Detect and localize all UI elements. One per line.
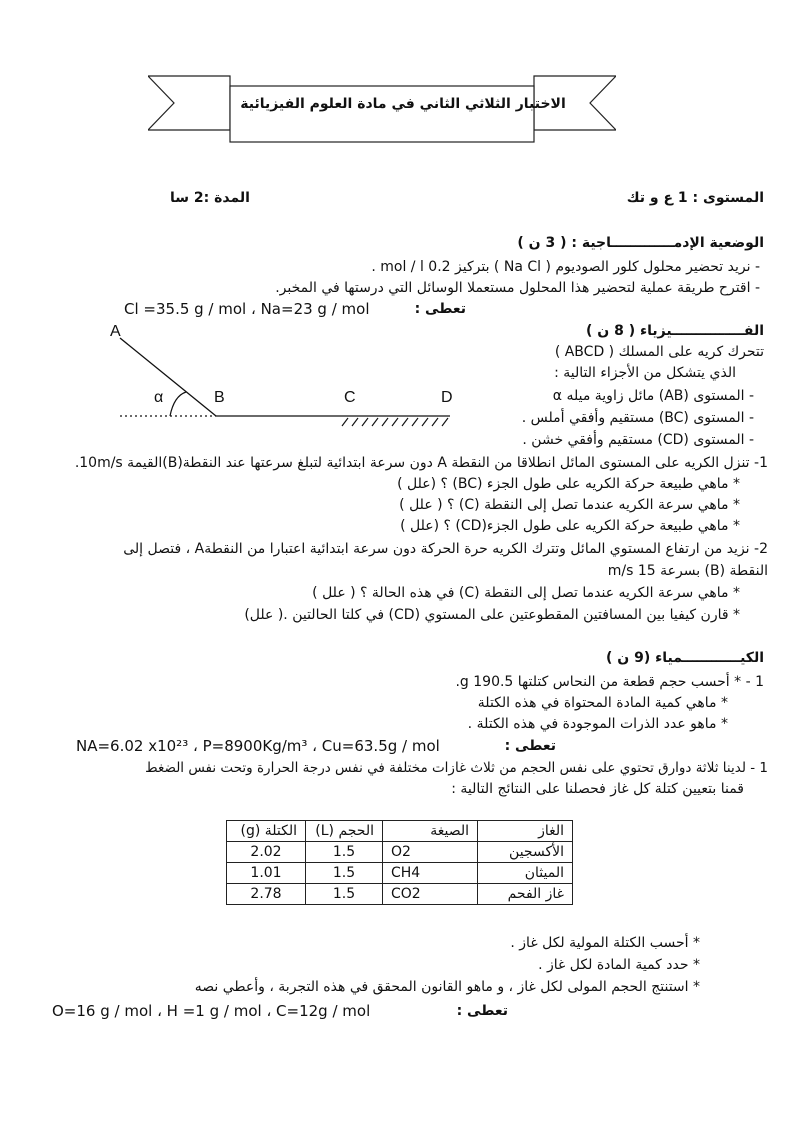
table-row: [227, 863, 573, 884]
physics-q2b: * قارن كيفيا بين المسافتين المقطوعتين على المستوي (CD) في كلتا الحالتين .( علل): [244, 607, 740, 623]
physics-intro-1: تتحرك كريه على المسلك ( ABCD ): [554, 344, 764, 360]
physics-q1: 1- تنزل الكريه على المستوى المائل انطلاقا من النقطة A دون سرعة ابتدائية لتبلغ سرعتها عند النقطة(B)القيمة 10m/s.: [74, 455, 768, 471]
gas-mass: 2.02: [227, 842, 306, 863]
chemistry-heading: الكيــــــــــــمياء (9 ن ): [606, 650, 764, 666]
gas-formula: CO2: [383, 884, 478, 905]
part-ab: - المستوى (AB) مائل زاوية ميله α: [552, 388, 754, 404]
chemistry-given1-values: NA=6.02 x10²³ ، P=8900Kg/m³ ، Cu=63.5g / mol: [76, 737, 440, 755]
physics-intro-2: الذي يتشكل من الأجزاء التالية :: [554, 365, 736, 381]
track-diagram: [108, 316, 478, 436]
header-gas: الغاز: [478, 821, 573, 842]
incline-ab: [120, 338, 216, 416]
chemistry-task-1: * أحسب الكتلة المولية لكل غاز .: [510, 935, 700, 951]
chemistry-given2-label: تعطى :: [456, 1003, 508, 1019]
integration-given-values: Cl =35.5 g / mol ، Na=23 g / mol: [124, 300, 370, 318]
physics-q1a: * ماهي طبيعة حركة الكريه على طول الجزء (BC) ؟ (علل ): [397, 476, 740, 492]
header-mass: الكتلة (g): [227, 821, 306, 842]
physics-q2-line2: النقطة (B) بسرعة 15 m/s: [607, 563, 768, 579]
gas-results-table: [226, 820, 573, 905]
chemistry-q2-line2: قمنا بتعيين كتلة كل غاز فحصلنا على النتائج التالية :: [451, 781, 744, 797]
chemistry-q1b: * ماهو عدد الذرات الموجودة في هذه الكتلة .: [467, 716, 728, 732]
point-b-label: B: [214, 389, 225, 406]
table-row: [227, 842, 573, 863]
part-cd: - المستوى (CD) مستقيم وأفقي خشن .: [522, 432, 754, 448]
chemistry-q2-line1: 1 - لدينا ثلاثة دوارق تحتوي على نفس الحجم من ثلاث غازات مختلفة في نفس درجة الحرارة وتحت نفس الضغط: [145, 760, 768, 776]
physics-q1b: * ماهي سرعة الكريه عندما تصل إلى النقطة (C) ؟ ( علل ): [399, 497, 740, 513]
physics-heading: الفـــــــــــــــيزياء ( 8 ن ): [585, 323, 764, 339]
rough-hatching: [342, 418, 448, 426]
gas-volume: 1.5: [306, 884, 383, 905]
table-header-row: [227, 821, 573, 842]
gas-formula: CH4: [383, 863, 478, 884]
point-d-label: D: [441, 389, 453, 406]
integration-given-label: تعطى :: [414, 301, 466, 317]
table-row: [227, 884, 573, 905]
chemistry-given1-label: تعطى :: [504, 738, 556, 754]
chemistry-given2-values: O=16 g / mol ، H =1 g / mol ، C=12g / mol: [52, 1002, 371, 1020]
point-c-label: C: [344, 389, 356, 406]
integration-line-2: - اقترح طريقة عملية لتحضير هذا المحلول مستعملا الوسائل التي درستها في المخبر.: [275, 280, 760, 296]
gas-volume: 1.5: [306, 863, 383, 884]
gas-name: الأكسجين: [478, 842, 573, 863]
physics-q2a: * ماهي سرعة الكريه عندما تصل إلى النقطة (C) في هذه الحالة ؟ ( علل ): [312, 585, 740, 601]
physics-q2-line1: 2- نزيد من ارتفاع المستوي المائل وتترك الكريه حرة الحركة دون سرعة ابتدائية اعتبارا من النقطةA ، فتصل إلى: [123, 541, 768, 557]
integration-line-1: - نريد تحضير محلول كلور الصوديوم ( Na Cl ) بتركيز 0.2 mol / l .: [371, 259, 760, 275]
point-a-label: A: [110, 323, 121, 340]
angle-arc: [170, 392, 186, 416]
duration-label: المدة :2 سا: [170, 190, 250, 206]
chemistry-task-3: * استنتج الحجم المولى لكل غاز ، و ماهو القانون المحقق في هذه التجربة ، وأعطي نصه: [194, 979, 700, 995]
gas-formula: O2: [383, 842, 478, 863]
chemistry-q1: 1 - * أحسب حجم قطعة من النحاس كتلتها 190.5 g.: [455, 674, 764, 690]
gas-mass: 2.78: [227, 884, 306, 905]
gas-mass: 1.01: [227, 863, 306, 884]
chemistry-task-2: * حدد كمية المادة لكل غاز .: [538, 957, 700, 973]
chemistry-q1a: * ماهي كمية المادة المحتواة في هذه الكتلة: [477, 695, 728, 711]
gas-name: غاز الفحم: [478, 884, 573, 905]
part-bc: - المستوى (BC) مستقيم وأفقي أملس .: [521, 410, 754, 426]
header-formula: الصيغة: [383, 821, 478, 842]
level-label: المستوى : 1 ع و تك: [626, 190, 764, 206]
alpha-label: α: [154, 389, 164, 406]
gas-name: الميثان: [478, 863, 573, 884]
physics-q1c: * ماهي طبيعة حركة الكريه على طول الجزء(CD) ؟ (علل ): [400, 518, 740, 534]
exam-title: الاختبار الثلاثي الثاني في مادة العلوم الفيزيائية: [240, 96, 566, 112]
gas-volume: 1.5: [306, 842, 383, 863]
integration-heading: الوضعية الإدمـــــــــــــاجية : ( 3 ن ): [517, 235, 764, 251]
header-volume: الحجم (L): [306, 821, 383, 842]
